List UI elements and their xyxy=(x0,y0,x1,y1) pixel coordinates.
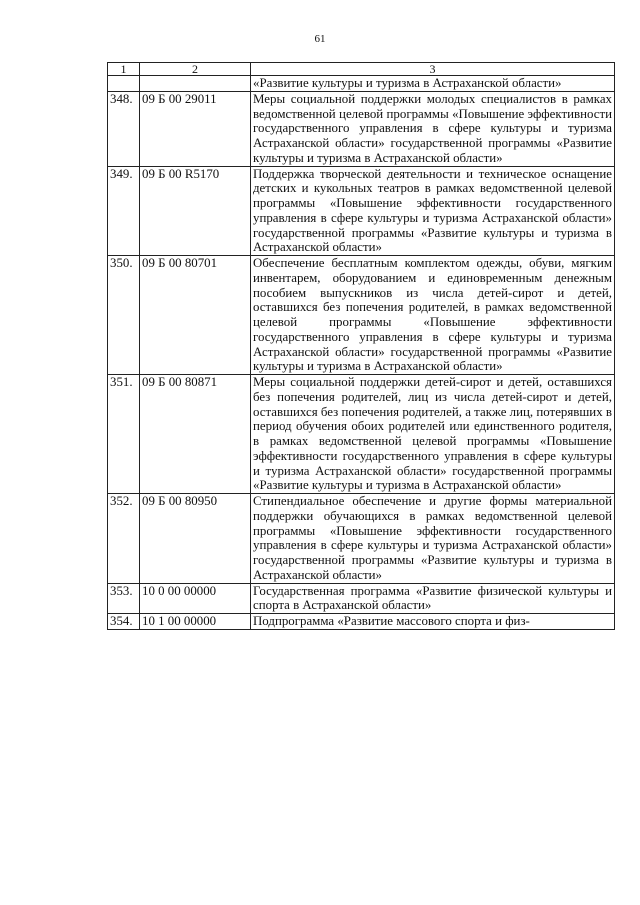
table-row xyxy=(108,91,615,166)
row-code: 09 Б 00 R5170 xyxy=(140,166,251,256)
row-description: Поддержка творческой деятельности и техническое оснащение детских и кукольных театров в рамках ведомственной целевой программы «Повышение эффективности государственного управления в сфере культуры и туризма Астраханской области» государственной программы «Развитие культуры и туризма в Астраханской области» xyxy=(251,166,615,256)
table-row xyxy=(108,614,615,630)
column-header-code: 2 xyxy=(140,63,251,76)
budget-classification-table xyxy=(107,62,615,630)
row-number: 354. xyxy=(108,614,140,630)
row-code xyxy=(140,76,251,92)
row-description: Государственная программа «Развитие физической культуры и спорта в Астраханской области» xyxy=(251,583,615,614)
table-row xyxy=(108,256,615,375)
row-code: 09 Б 00 80701 xyxy=(140,256,251,375)
row-description: «Развитие культуры и туризма в Астраханской области» xyxy=(251,76,615,92)
row-description: Меры социальной поддержки молодых специалистов в рамках ведомственной целевой программы «Повышение эффективности государственного управления в сфере культуры и туризма Астраханской области» государственной программы «Развитие культуры и туризма в Астраханской области» xyxy=(251,91,615,166)
row-number: 351. xyxy=(108,375,140,494)
row-number: 353. xyxy=(108,583,140,614)
row-number xyxy=(108,76,140,92)
row-description: Подпрограмма «Развитие массового спорта и физ- xyxy=(251,614,615,630)
row-code: 10 0 00 00000 xyxy=(140,583,251,614)
row-number: 348. xyxy=(108,91,140,166)
page-number: 61 xyxy=(314,33,326,45)
row-description: Обеспечение бесплатным комплектом одежды, обуви, мягким инвентарем, оборудованием и единовременным денежным пособием выпускников из числа детей-сирот и детей, оставшихся без попечения родителей, в рамках ведомственной целевой программы «Повышение эффективности государственного управления в сфере культуры и туризма Астраханской области» государственной программы «Развитие культуры и туризма в Астраханской области» xyxy=(251,256,615,375)
row-number: 349. xyxy=(108,166,140,256)
row-description: Стипендиальное обеспечение и другие формы материальной поддержки обучающихся в рамках ведомственной целевой программы «Повышение эффективности государственного управления в сфере культуры и туризма Астраханской области» государственной программы «Развитие культуры и туризма в Астраханской области» xyxy=(251,494,615,584)
row-code: 09 Б 00 80950 xyxy=(140,494,251,584)
column-header-description: 3 xyxy=(251,63,615,76)
table-row xyxy=(108,375,615,494)
row-description: Меры социальной поддержки детей-сирот и детей, оставшихся без попечения родителей, лиц из числа детей-сирот и детей, оставшихся без попечения родителей, а также лиц, потерявших в период обучения обоих родителей или единственного родителя, в рамках ведомственной целевой программы «Повышение эффективности государственного управления в сфере культуры и туризма Астраханской области» государственной программы «Развитие культуры и туризма в Астраханской области» xyxy=(251,375,615,494)
table-row xyxy=(108,494,615,584)
row-number: 350. xyxy=(108,256,140,375)
row-code: 10 1 00 00000 xyxy=(140,614,251,630)
table-row xyxy=(108,583,615,614)
table-header-row xyxy=(108,63,615,76)
row-code: 09 Б 00 29011 xyxy=(140,91,251,166)
table-row xyxy=(108,166,615,256)
row-number: 352. xyxy=(108,494,140,584)
column-header-number: 1 xyxy=(108,63,140,76)
row-code: 09 Б 00 80871 xyxy=(140,375,251,494)
table-row xyxy=(108,76,615,92)
